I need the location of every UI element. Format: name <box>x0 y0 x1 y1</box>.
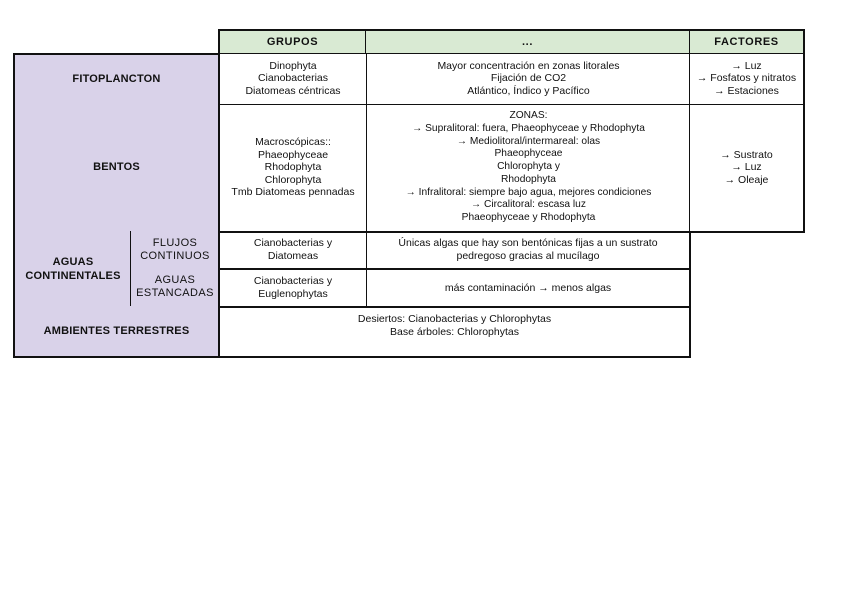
fitoplancton-grupos: Dinophyta Cianobacterias Diatomeas céntricas <box>218 53 366 105</box>
label-fitoplancton: FITOPLANCTON <box>13 53 218 105</box>
estancadas-grupos: Cianobacterias y Euglenophytas <box>218 268 366 308</box>
header-factores: FACTORES <box>690 29 805 54</box>
bentos-grupos: Macroscópicas:: Phaeophyceae Rhodophyta Chlorophyta Tmb Diatomeas pennadas <box>218 104 366 233</box>
header-grupos: GRUPOS <box>218 29 366 54</box>
bentos-factores: → Sustrato → Luz → Oleaje <box>689 104 805 233</box>
estancadas-middle: más contaminación → menos algas <box>366 268 691 308</box>
label-flujos-continuos: FLUJOS CONTINUOS <box>130 231 219 269</box>
flujos-middle: Únicas algas que hay son bentónicas fijas a un sustrato pedregoso gracias al mucílago <box>366 231 691 269</box>
flujos-grupos: Cianobacterias y Diatomeas <box>218 231 366 269</box>
label-ambientes-terrestres: AMBIENTES TERRESTRES <box>13 306 218 358</box>
label-aguas-continentales: AGUAS CONTINENTALES <box>13 231 131 308</box>
fitoplancton-factores: → Luz → Fosfatos y nitratos → Estaciones <box>689 53 805 105</box>
label-bentos: BENTOS <box>13 104 218 233</box>
bentos-middle: ZONAS: → Supralitoral: fuera, Phaeophyceae y Rhodophyta → Mediolitoral/intermareal: olas Phaeophyceae Chlorophyta y Rhodophyta → Infralitoral: siempre bajo agua, mejores condiciones → Circalitoral: escasa luz Phaeophyceae y Rhodophyta <box>366 104 690 233</box>
label-aguas-estancadas: AGUAS ESTANCADAS <box>130 268 219 308</box>
fitoplancton-middle: Mayor concentración en zonas litorales Fijación de CO2 Atlántico, Índico y Pacífico <box>366 53 690 105</box>
header-middle: ... <box>366 29 690 54</box>
ambientes-terrestres-content: Desiertos: Cianobacterias y Chlorophytas Base árboles: Chlorophytas <box>218 306 691 358</box>
